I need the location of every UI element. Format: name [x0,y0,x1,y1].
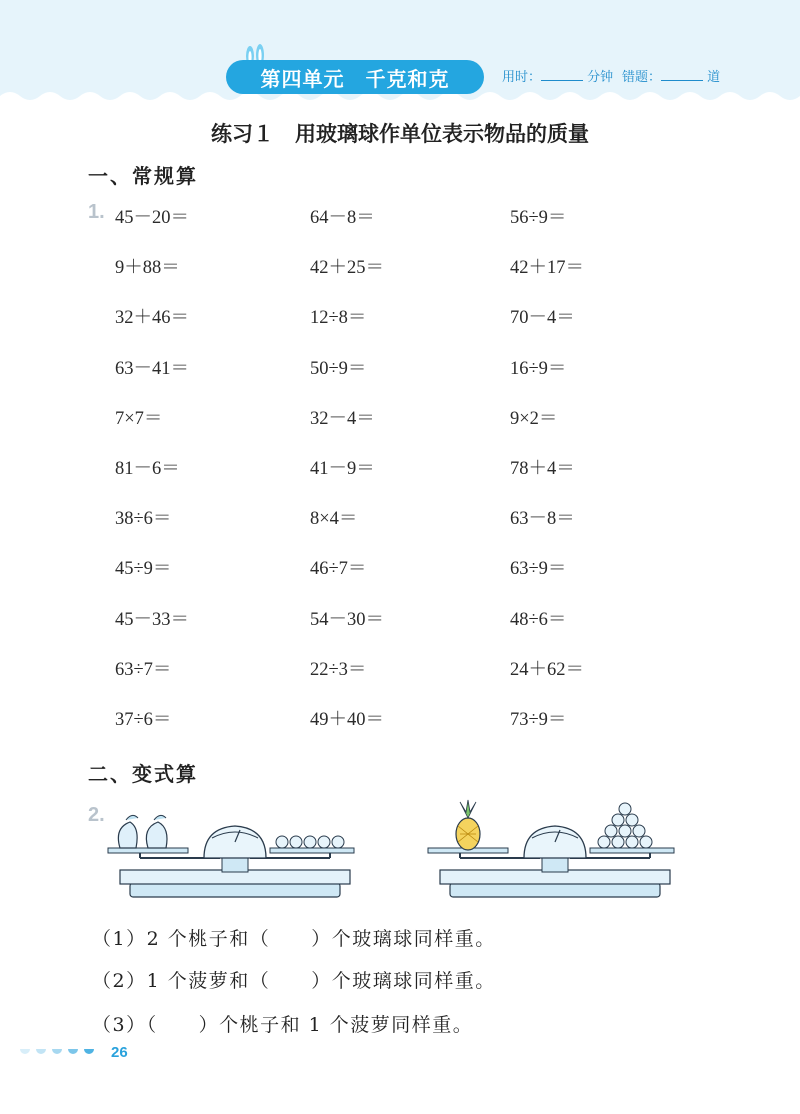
equation-r4-c1: 63－41＝ [115,359,190,379]
equation-r2-c3: 42＋17＝ [510,258,585,278]
equation-r1-c1: 45－20＝ [115,208,190,228]
equation-r10-c1: 63÷7＝ [115,660,172,680]
balance-scales-illustration [100,798,680,908]
unit-title-banner [226,60,484,94]
equation-r1-c2: 64－8＝ [310,208,375,228]
equation-r2-c1: 9＋88＝ [115,258,180,278]
unit-title: 第四单元 千克和克 [260,66,450,91]
scale-pineapple-vs-marbles [428,800,674,897]
equation-r8-c1: 45÷9＝ [115,559,172,579]
equation-r9-c2: 54－30＝ [310,610,385,630]
equation-r6-c2: 41－9＝ [310,459,375,479]
equation-r9-c1: 45－33＝ [115,610,190,630]
equation-r4-c2: 50÷9＝ [310,359,367,379]
equation-r8-c3: 63÷9＝ [510,559,567,579]
footer-dots-decoration [18,1047,108,1061]
question-1-number: 1. [88,201,105,223]
equation-r3-c2: 12÷8＝ [310,308,367,328]
errors-label: 错题： [622,70,662,85]
question-2-1: （1）2 个桃子和（ ）个玻璃球同样重。 [92,928,496,950]
equation-r2-c2: 42＋25＝ [310,258,385,278]
errors-unit: 道 [707,70,721,85]
time-field [502,66,613,85]
equation-r7-c3: 63－8＝ [510,509,575,529]
equation-r9-c3: 48÷6＝ [510,610,567,630]
peach-icon [118,815,138,848]
equation-r6-c3: 78＋4＝ [510,459,575,479]
question-2-number: 2. [88,804,105,826]
page-title: 练习１ 用玻璃球作单位表示物品的质量 [211,122,589,146]
marble-pyramid [598,803,652,848]
equation-r5-c1: 7×7＝ [115,409,163,429]
section-1-title: 一、常规算 [88,164,198,188]
equation-r8-c2: 46÷7＝ [310,559,367,579]
equation-r10-c3: 24＋62＝ [510,660,585,680]
equation-r6-c1: 81－6＝ [115,459,180,479]
marble-row [276,836,344,848]
equation-r4-c3: 16÷9＝ [510,359,567,379]
time-label: 用时： [502,70,542,85]
equation-r11-c3: 73÷9＝ [510,710,567,730]
equation-r11-c2: 49＋40＝ [310,710,385,730]
scale-peaches-vs-marbles [108,815,354,897]
time-unit: 分钟 [587,70,614,85]
equation-r1-c3: 56÷9＝ [510,208,567,228]
equation-r7-c1: 38÷6＝ [115,509,172,529]
peach-icon [146,815,167,848]
section-2-title: 二、变式算 [88,762,198,786]
page-number: 26 [111,1044,128,1061]
equation-r3-c3: 70－4＝ [510,308,575,328]
equation-r5-c3: 9×2＝ [510,409,558,429]
equation-r11-c1: 37÷6＝ [115,710,172,730]
time-blank[interactable] [541,68,583,81]
pineapple-icon [456,800,480,850]
equation-r7-c2: 8×4＝ [310,509,358,529]
errors-blank[interactable] [661,68,703,81]
equation-r5-c2: 32－4＝ [310,409,375,429]
question-2-3: （3）（ ）个桃子和 1 个菠萝同样重。 [92,1014,474,1036]
equation-r3-c1: 32＋46＝ [115,308,190,328]
equation-r10-c2: 22÷3＝ [310,660,367,680]
errors-field [622,66,720,85]
question-2-2: （2）1 个菠萝和（ ）个玻璃球同样重。 [92,970,496,992]
